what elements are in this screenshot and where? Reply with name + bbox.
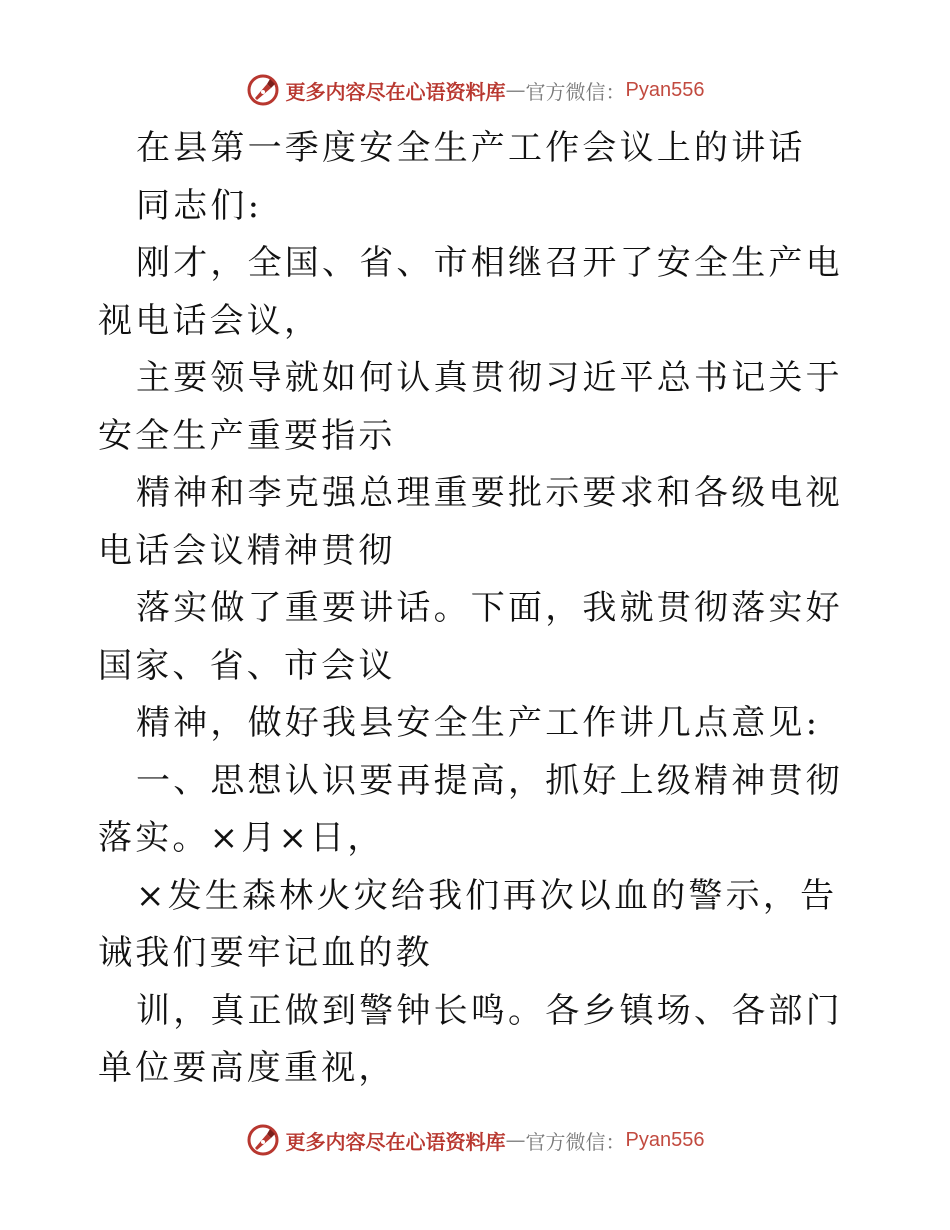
header-watermark [0,70,950,110]
pen-nib-circle-icon [246,1123,280,1157]
paragraph: ×发生森林火灾给我们再次以血的警示，告诫我们要牢记血的教 [98,875,838,973]
watermark-sub-text: 官方微信： [525,79,626,104]
paragraph: 刚才，全国、省、市相继召开了安全生产电视电话会议， [98,243,843,341]
watermark-id-text: Pyan556 [625,1128,705,1151]
watermark-separator: — [505,78,526,102]
paragraph: 精神和李克强总理重要批示要求和各级电视电话会议精神贯彻 [98,473,843,571]
watermark-main-text: 更多内容尽在心语资料库 [285,79,506,104]
watermark-separator: — [505,1128,526,1152]
footer-watermark [0,1120,950,1160]
paragraph: 精神，做好我县安全生产工作讲几点意见: [136,703,821,743]
watermark-main-text: 更多内容尽在心语资料库 [285,1129,506,1154]
paragraph: 训，真正做到警钟长鸣。各乡镇场、各部门单位要高度重视， [98,990,843,1088]
document-title: 在县第一季度安全生产工作会议上的讲话 [136,128,806,168]
paragraph: 一、思想认识要再提高，抓好上级精神贯彻落实。×月×日， [98,760,843,858]
watermark-sub-text: 官方微信： [525,1129,626,1154]
salutation: 同志们: [136,185,263,226]
document-body [98,120,858,1098]
pen-nib-circle-icon [246,73,280,107]
paragraph: 主要领导就如何认真贯彻习近平总书记关于安全生产重要指示 [98,358,843,456]
watermark-id-text: Pyan556 [625,78,705,101]
paragraph: 落实做了重要讲话。下面，我就贯彻落实好国家、省、市会议 [98,588,843,686]
